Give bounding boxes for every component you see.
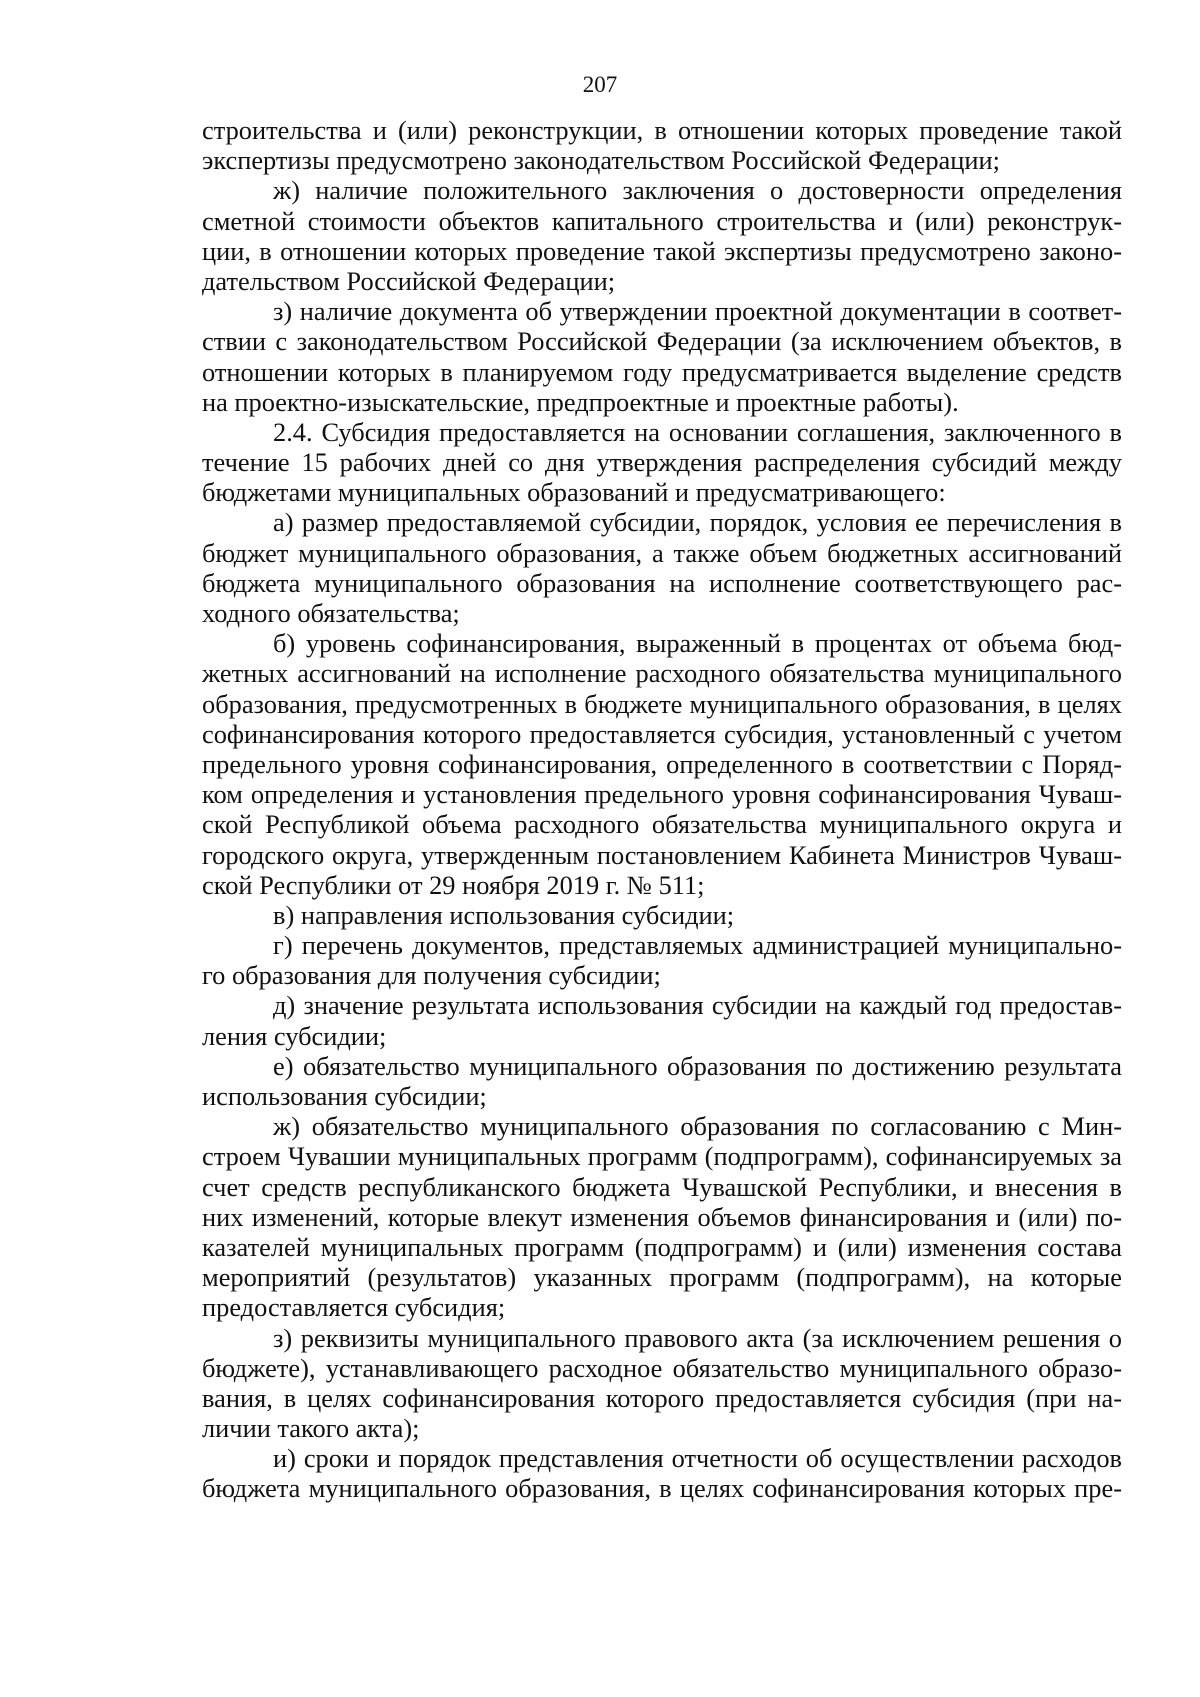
- text-line: образования, предусмотренных в бюджете муниципального образования, в целях: [202, 688, 1122, 719]
- text-line: ления субсидии;: [202, 1020, 387, 1051]
- paragraph: [202, 990, 1122, 1050]
- text-line: строительства и (или) реконструкции, в отношении которых проведение такой: [202, 115, 1122, 145]
- text-line: них изменений, которые влекут изменения объемов финансирования и (или) по-: [202, 1201, 1122, 1232]
- text-line: ской Республики от 29 ноября 2019 г. № 511;: [202, 869, 705, 900]
- text-line: мероприятий (результатов) указанных программ (подпрограмм), на которые: [202, 1262, 1122, 1293]
- text-line: личии такого акта);: [202, 1413, 420, 1444]
- paragraph: [202, 1323, 1122, 1444]
- text-line: бюджетами муниципальных образований и предусматривающего:: [202, 477, 946, 508]
- text-line: бюджета муниципального образования, в целях софинансирования которых пре-: [202, 1473, 1122, 1504]
- text-line: бюджет муниципального образования, а также объем бюджетных ассигнований: [202, 537, 1122, 568]
- text-line: предоставляется субсидия;: [202, 1292, 506, 1323]
- text-line: ком определения и установления предельного уровня софинансирования Чуваш-: [202, 779, 1122, 810]
- paragraph: [202, 507, 1122, 628]
- text-line: и) сроки и порядок представления отчетности об осуществлении расходов: [273, 1443, 1122, 1474]
- text-line: жетных ассигнований на исполнение расходного обязательства муниципального: [202, 658, 1122, 689]
- paragraph: [202, 296, 1122, 417]
- paragraph: [202, 930, 1122, 990]
- text-line: ходного обязательства;: [202, 598, 460, 628]
- text-line: использования субсидии;: [202, 1081, 487, 1111]
- text-line: течение 15 рабочих дней со дня утверждения распределения субсидий между: [202, 447, 1122, 478]
- text-line: казателей муниципальных программ (подпрограмм) и (или) изменения состава: [202, 1231, 1122, 1262]
- text-line: го образования для получения субсидии;: [202, 960, 661, 991]
- paragraph: [202, 1051, 1122, 1111]
- text-line: предельного уровня софинансирования, определенного в соответствии с Поряд-: [202, 748, 1122, 779]
- text-line: ж) обязательство муниципального образования по согласованию с Мин-: [273, 1111, 1122, 1142]
- text-line: счет средств республиканского бюджета Чувашской Республики, и внесения в: [202, 1171, 1122, 1202]
- text-line: софинансирования которого предоставляется субсидия, установленный с учетом: [202, 718, 1122, 749]
- text-line: в) направления использования субсидии;: [273, 899, 735, 930]
- text-line: экспертизы предусмотрено законодательством Российской Федерации;: [202, 145, 1000, 176]
- paragraph: [202, 628, 1122, 900]
- text-line: сметной стоимости объектов капитального строительства и (или) реконструк-: [202, 205, 1122, 236]
- text-line: д) значение результата использования субсидии на каждый год предостав-: [273, 990, 1122, 1021]
- text-line: на проектно-изыскательские, предпроектные и проектные работы).: [202, 386, 959, 417]
- text-line: ствии с законодательством Российской Федерации (за исключением объектов, в: [202, 326, 1122, 357]
- text-line: ж) наличие положительного заключения о достоверности определения: [273, 175, 1122, 206]
- paragraph: [202, 1111, 1122, 1322]
- document-body: [202, 115, 1122, 1504]
- text-line: бюджете), устанавливающего расходное обязательство муниципального образо-: [202, 1352, 1122, 1383]
- text-line: городского округа, утвержденным постановлением Кабинета Министров Чуваш-: [202, 839, 1122, 870]
- paragraph: [202, 175, 1122, 296]
- text-line: ской Республикой объема расходного обязательства муниципального округа и: [202, 809, 1122, 840]
- text-line: б) уровень софинансирования, выраженный в процентах от объема бюд-: [273, 628, 1122, 659]
- text-line: е) обязательство муниципального образования по достижению результата: [273, 1050, 1122, 1081]
- paragraph: [202, 1443, 1122, 1503]
- page-number: 207: [582, 72, 618, 97]
- paragraph: [202, 900, 1122, 930]
- text-line: бюджета муниципального образования на исполнение соответствующего рас-: [202, 567, 1122, 598]
- text-line: вания, в целях софинансирования которого предоставляется субсидия (при на-: [202, 1382, 1122, 1413]
- text-line: отношении которых в планируемом году предусматривается выделение средств: [202, 356, 1122, 387]
- text-line: з) наличие документа об утверждении проектной документации в соответ-: [273, 296, 1122, 327]
- paragraph: [202, 115, 1122, 175]
- text-line: а) размер предоставляемой субсидии, порядок, условия ее перечисления в: [273, 507, 1122, 538]
- text-line: 2.4. Субсидия предоставляется на основании соглашения, заключенного в: [273, 416, 1122, 447]
- text-line: г) перечень документов, представляемых администрацией муниципально-: [273, 930, 1122, 961]
- text-line: дательством Российской Федерации;: [202, 265, 616, 296]
- text-line: з) реквизиты муниципального правового акта (за исключением решения о: [273, 1322, 1122, 1353]
- paragraph: [202, 417, 1122, 508]
- text-line: строем Чувашии муниципальных программ (подпрограмм), софинансируемых за: [202, 1141, 1122, 1172]
- text-line: ции, в отношении которых проведение такой экспертизы предусмотрено законо-: [202, 235, 1122, 266]
